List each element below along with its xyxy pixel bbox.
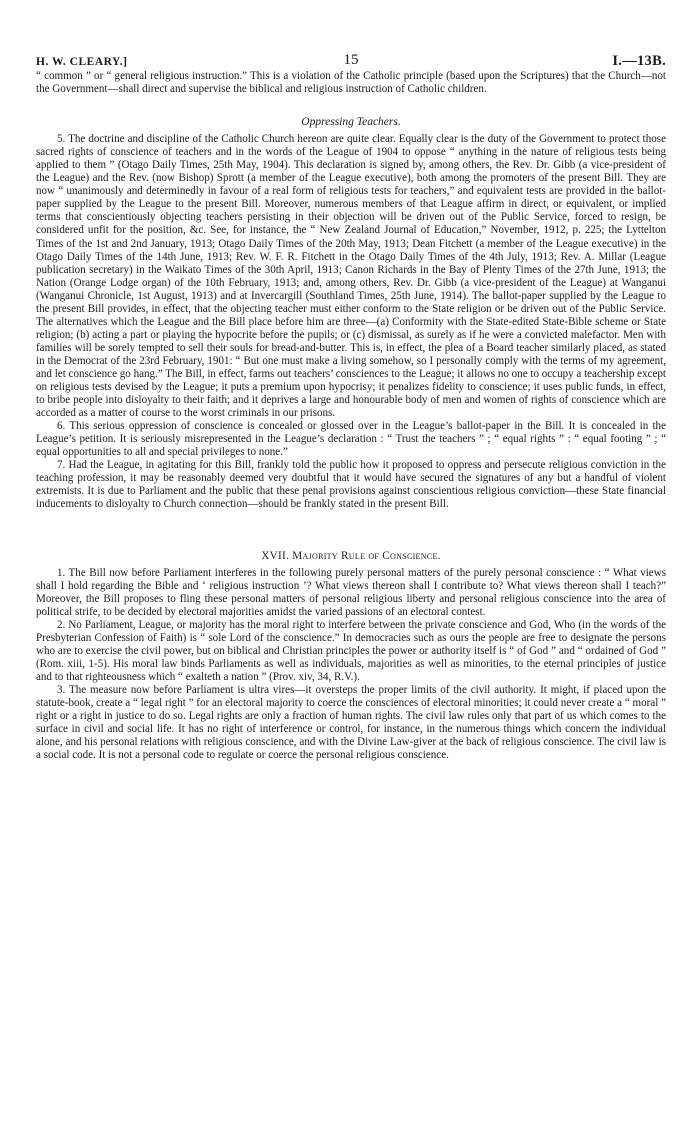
- section-heading-oppressing-teachers: Oppressing Teachers.: [301, 116, 401, 129]
- section-17-paragraph-1: 1. The Bill now before Parliament interferes in the following purely personal matters of the purely personal conscience : “ What views shall I hold regarding the Bible and ‘ religious instruction ’? What views thereon shall I contribute to? What views thereon shall I teach?” Moreover, the Bill proposes to fling these personal matters of personal religious liberty and personal religious conscience into the area of political strife, to be decided by electoral majorities amidst the varied passions of an electoral contest.: [36, 566, 666, 618]
- intro-paragraph: “ common ” or “ general religious instruction.” This is a violation of the Catholic principle (based upon the Scriptures) that the Church—not the Government—shall direct and supervise the biblical and religious instruction of Catholic children.: [36, 70, 666, 96]
- page-header: [36, 0, 666, 70]
- section-heading-xvii: XVII. Majority Rule of Conscience.: [261, 549, 441, 562]
- paragraph-6: 6. This serious oppression of conscience is concealed or glossed over in the League’s ballot-paper in the Bill. It is concealed in the League’s petition. It is seriously misrepresented in the League’s declaration : “ Trust the teachers ” ; “ equal rights ” : “ equal footing ” ; “ equal opportunities to all and special privileges to none.”: [36, 420, 666, 459]
- section-17-paragraph-2: 2. No Parliament, League, or majority has the moral right to interfere between the private conscience and God, Who (in the words of the Presbyterian Confession of Faith) is “ sole Lord of the conscience.” In democracies such as ours the people are free to designate the persons who are to exercise the civil power, but on biblical and Christian principles the power or authority itself is “ of God ” and “ ordained of God ” (Rom. xiii, 1-5). His moral law binds Parliaments as well as individuals, majorities as well as minorities, to the eternal principles of justice and to that righteousness which “ exalteth a nation ” (Prov. xiv, 34, R.V.).: [36, 618, 666, 683]
- page-number: 15: [343, 52, 359, 68]
- document-reference: I.—13B.: [612, 53, 666, 69]
- header-author: H. W. CLEARY.]: [36, 56, 128, 68]
- document-body: [36, 70, 666, 762]
- paragraph-5: 5. The doctrine and discipline of the Catholic Church hereon are quite clear. Equally clear is the duty of the Government to protect those sacred rights of conscience of teachers and in the words of the League of 1904 to oppose “ anything in the nature of religious tests being applied to them ” (Otago Daily Times, 25th May, 1904). This declaration is signed by, among others, the Rev. Dr. Gibb (a vice-president of the League) and the Rev. (now Bishop) Sprott (a member of the League executive), both among the promoters of the present Bill. They are now “ unanimously and determinedly in favour of a real form of religious tests for teachers,” and equivalent tests are provided in the ballot-paper supplied by the League to the present Bill. Moreover, numerous members of that League affirm in direct, or equivalent, or implied terms that conscientiously objecting teachers persisting in their objection will be driven out of the Public Service, forced to resign, be considered unfit for the position, &c. See, for instance, the “ New Zealand Journal of Education,” November, 1912, p. 225; the Lyttelton Times of the 1st and 2nd January, 1913; Otago Daily Times of the 20th May, 1913; Dean Fitchett (a member of the League executive) in the Otago Daily Times of the 14th June, 1913; Rev. W. F. R. Fitchett in the Otago Daily Times of the 4th July, 1913; Rev. A. Millar (League publication secretary) in the Waikato Times of the 30th April, 1913; Canon Richards in the Bay of Plenty Times of the 27th June, 1913; the Nation (Orange Lodge organ) of the 10th February, 1913; and, among others, Rev. Dr. Gibb (a vice-president of the League) at Wanganui (Wanganui Chronicle, 1st August, 1913) and at Invercargill (Southland Times, 25th June, 1914). The ballot-paper supplied by the League to the present Bill provides, in effect, that the objecting teacher must either conform to the State religion or be driven out of the Public Service. The alternatives which the League and the Bill place before him are three—(a) Conformity with the State-edited State-Bible scheme or State religion; (b) acting a part or playing the hypocrite before the pupils; or (c) dismissal, as surely as if he were a convicted malefactor. Men with families will be sorely tempted to sell their souls for bread-and-butter. This is, in effect, the plea of a Board teacher similarly placed, as stated in the Democrat of the 23rd February, 1901: “ But one must make a living somehow, so I personally comply with the terms of my agreement, and let conscience go hang.” The Bill, in effect, farms out teachers’ consciences to the League; it allows no one to occupy a teachership except on religious tests devised by the League; it puts a premium upon hypocrisy; it penalizes fidelity to conscience; it uses public funds, in effect, to bribe people into disloyalty to their faith; and it deprives a large and honourable body of men and women of rights of conscience which are accorded as a matter of course to the worst criminals in our prisons.: [36, 133, 666, 420]
- section-17-paragraph-3: 3. The measure now before Parliament is ultra vires—it oversteps the proper limits of the civil authority. It might, if placed upon the statute-book, create a “ legal right ” for an electoral majority to coerce the consciences of electoral minorities; it could never create a “ moral ” right or a right in justice to do so. Legal rights are only a fraction of human rights. The civil law rules only that part of us which comes to the surface in civil and social life. It has no right of interference or control, for instance, in the numerous things which concern the individual alone, and his personal relations with religious conscience, and with the Divine Law-giver at the back of religious conscience. The civil law is a social code. It is not a personal code to regulate or coerce the personal religious conscience.: [36, 683, 666, 762]
- paragraph-7: 7. Had the League, in agitating for this Bill, frankly told the public how it proposed to oppress and persecute religious conviction in the teaching profession, it may be reasonably deemed very doubtful that it would have secured the signatures of any but a handful of violent extremists. It is due to Parliament and the public that these penal provisions against conscientious religious conviction—these State financial inducements to disloyalty to Church connection—should be frankly stated in the present Bill.: [36, 459, 666, 511]
